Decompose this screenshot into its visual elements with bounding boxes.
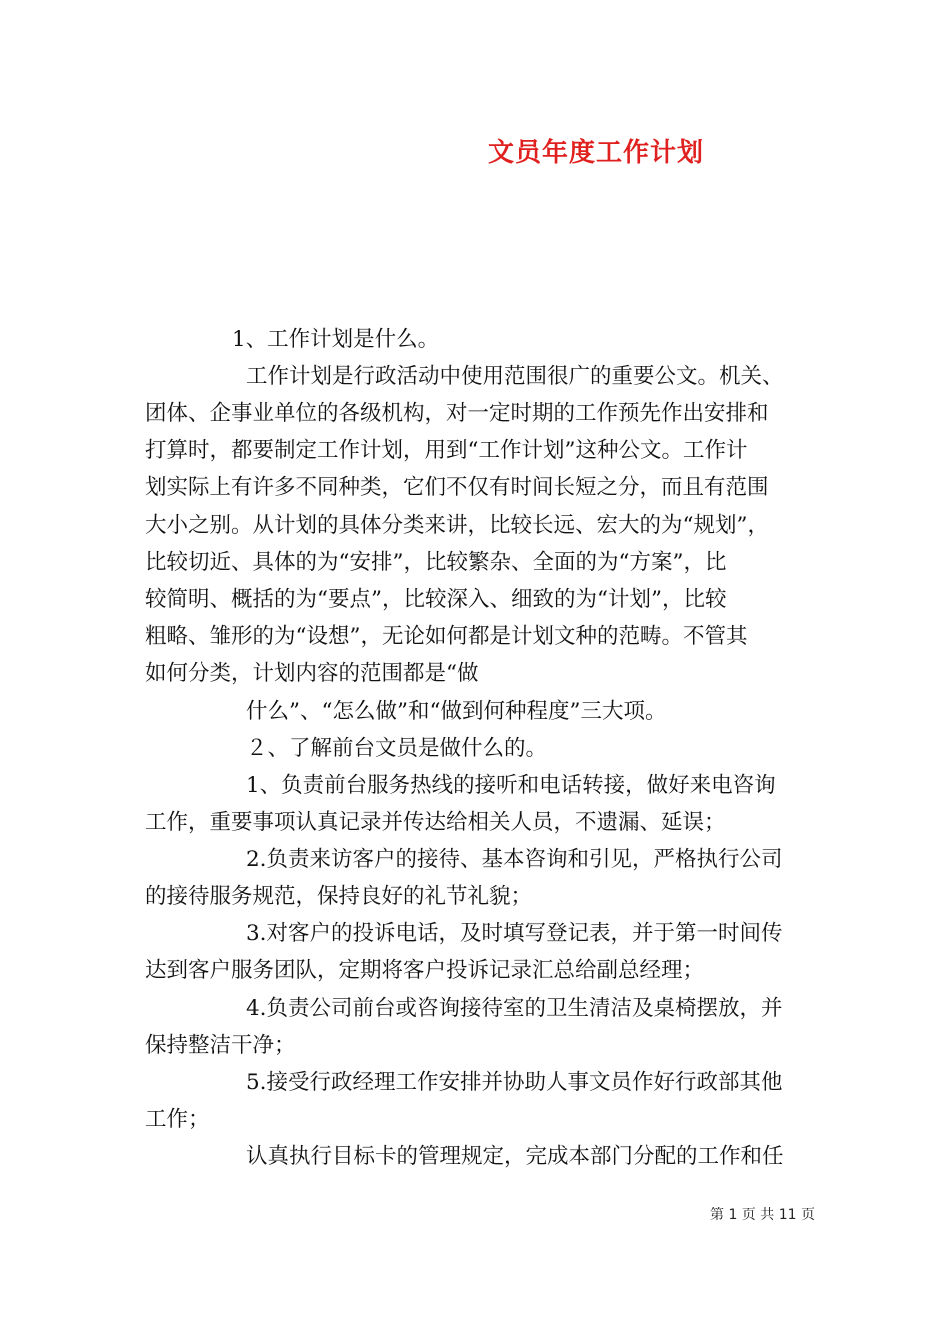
text-line: 1、工作计划是什么。 [232, 327, 440, 352]
text-line: 5.接受行政经理工作安排并协助人事文员作好行政部其他 [246, 1070, 783, 1095]
text-line: 3.对客户的投诉电话，及时填写登记表，并于第一时间传 [246, 921, 783, 946]
text-line: 达到客户服务团队，定期将客户投诉记录汇总给副总经理； [145, 958, 705, 983]
text-line: 粗略、雏形的为“设想”，无论如何都是计划文种的范畴。不管其 [145, 624, 748, 649]
text-line: 打算时，都要制定工作计划，用到“工作计划”这种公文。工作计 [145, 438, 748, 463]
text-line: 比较切近、具体的为“安排”，比较繁杂、全面的为“方案”，比 [145, 550, 727, 575]
text-line: 的接待服务规范，保持良好的礼节礼貌； [145, 884, 533, 909]
text-line: 工作； [145, 1107, 210, 1132]
text-line: 2.负责来访客户的接待、基本咨询和引见，严格执行公司 [246, 847, 783, 872]
document-title: 文员年度工作计划 [488, 138, 705, 168]
text-line: 工作计划是行政活动中使用范围很广的重要公文。机关、 [246, 364, 784, 389]
text-line: 保持整洁干净； [145, 1033, 296, 1058]
text-line: 4.负责公司前台或咨询接待室的卫生清洁及桌椅摆放，并 [246, 996, 783, 1021]
text-line: 大小之别。从计划的具体分类来讲，比较长远、宏大的为“规划”， [145, 513, 769, 538]
text-line: 认真执行目标卡的管理规定，完成本部门分配的工作和任 [246, 1144, 784, 1169]
text-line: 1、负责前台服务热线的接听和电话转接，做好来电咨询 [246, 773, 776, 798]
text-line: 如何分类，计划内容的范围都是“做 [145, 661, 479, 686]
text-line: ２、了解前台文员是做什么的。 [246, 736, 548, 761]
text-line: 划实际上有许多不同种类，它们不仅有时间长短之分，而且有范围 [145, 475, 769, 500]
text-line: 较简明、概括的为“要点”，比较深入、细致的为“计划”，比较 [145, 587, 727, 612]
page-number-footer: 第 1 页 共 11 页 [710, 1207, 815, 1223]
text-line: 团体、企事业单位的各级机构，对一定时期的工作预先作出安排和 [145, 401, 769, 426]
text-line: 工作，重要事项认真记录并传达给相关人员，不遗漏、延误； [145, 810, 726, 835]
text-line: 什么”、“怎么做”和“做到何种程度”三大项。 [246, 699, 667, 724]
